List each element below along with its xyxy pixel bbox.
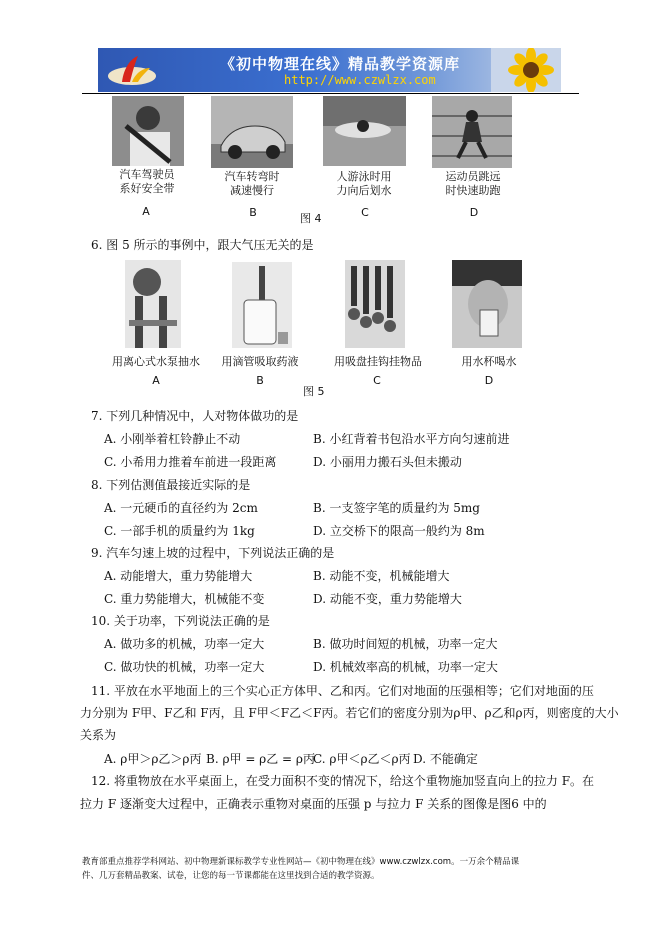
photo-car-turning xyxy=(211,96,293,168)
fig5-letter-d: D xyxy=(484,374,494,387)
question-12-line2: 拉力 F 逐渐变大过程中，正确表示重物对桌面的压强 p 与拉力 F 关系的图像是图6 中的 xyxy=(80,797,547,811)
fig5-letter-c: C xyxy=(373,374,381,387)
fig4-letter-d: D xyxy=(469,206,479,219)
q9-option-a: A. 动能增大，重力势能增大 xyxy=(104,569,253,583)
fig5-caption-b: 用滴管吸取药液 xyxy=(221,355,299,368)
question-9: 9. 汽车匀速上坡的过程中，下列说法正确的是 xyxy=(91,546,335,560)
fig4-letter-a: A xyxy=(142,205,150,218)
image-suction-hooks xyxy=(345,260,405,348)
q7-option-a: A. 小刚举着杠铃静止不动 xyxy=(104,432,241,446)
q9-option-b: B. 动能不变，机械能增大 xyxy=(313,569,450,583)
photo-long-jump xyxy=(432,96,512,168)
q9-option-d: D. 动能不变，重力势能增大 xyxy=(313,592,462,606)
q8-option-d: D. 立交桥下的限高一般约为 8m xyxy=(313,524,485,538)
q9-option-c: C. 重力势能增大，机械能不变 xyxy=(104,592,265,606)
q11-option-b: B. ρ甲 = ρ乙 = ρ丙 xyxy=(206,752,315,766)
fig4-caption-a: 汽车驾驶员 系好安全带 xyxy=(119,168,175,195)
banner-url[interactable]: http://www.czwlzx.com xyxy=(284,73,436,87)
question-11-line1: 11. 平放在水平地面上的三个实心正方体甲、乙和丙。它们对地面的压强相等；它们对地面的压 xyxy=(91,684,594,698)
fig4-caption-d: 运动员跳远 时快速助跑 xyxy=(445,170,501,197)
image-drinking-cup xyxy=(452,260,522,348)
question-11-line2: 力分别为 F甲、F乙和 F丙，且 F甲＜F乙＜F丙。若它们的密度分别为ρ甲、ρ乙和ρ丙，则密度的大小 xyxy=(80,706,619,720)
fig5-label: 图 5 xyxy=(303,385,325,398)
q7-option-b: B. 小红背着书包沿水平方向匀速前进 xyxy=(313,432,510,446)
photo-swimmer xyxy=(323,96,406,166)
header-rule xyxy=(82,93,579,94)
q11-option-c: C. ρ甲＜ρ乙＜ρ丙 xyxy=(313,752,411,766)
header-banner xyxy=(98,48,561,92)
q11-option-d: D. 不能确定 xyxy=(413,752,478,766)
fig5-letter-b: B xyxy=(256,374,264,387)
question-12-line1: 12. 将重物放在水平桌面上，在受力面积不变的情况下，给这个重物施加竖直向上的拉力 F。在 xyxy=(91,774,595,788)
q8-option-a: A. 一元硬币的直径约为 2cm xyxy=(104,501,258,515)
fig5-caption-d: 用水杯喝水 xyxy=(461,355,517,368)
fig5-letter-a: A xyxy=(152,374,160,387)
q8-option-b: B. 一支签字笔的质量约为 5mg xyxy=(313,501,480,515)
fig5-caption-c: 用吸盘挂钩挂物品 xyxy=(334,355,422,368)
fig4-caption-c: 人游泳时用 力向后划水 xyxy=(336,170,392,197)
q7-option-c: C. 小希用力推着车前进一段距离 xyxy=(104,455,277,469)
q10-option-a: A. 做功多的机械，功率一定大 xyxy=(104,637,265,651)
image-centrifugal-pump xyxy=(125,260,181,348)
question-10: 10. 关于功率，下列说法正确的是 xyxy=(91,614,270,628)
fig4-label: 图 4 xyxy=(300,212,322,225)
q7-option-d: D. 小丽用力搬石头但未搬动 xyxy=(313,455,462,469)
image-dropper xyxy=(232,262,292,348)
page-footer xyxy=(82,855,582,883)
question-11-line3: 关系为 xyxy=(80,728,117,742)
banner-title: 《初中物理在线》精品教学资源库 xyxy=(220,55,461,73)
photo-seatbelt xyxy=(112,96,184,166)
q10-option-d: D. 机械效率高的机械，功率一定大 xyxy=(313,660,498,674)
q10-option-c: C. 做功快的机械，功率一定大 xyxy=(104,660,265,674)
q11-option-a: A. ρ甲＞ρ乙＞ρ丙 xyxy=(104,752,202,766)
q10-option-b: B. 做功时间短的机械，功率一定大 xyxy=(313,637,498,651)
fig5-caption-a: 用离心式水泵抽水 xyxy=(112,355,200,368)
question-7: 7. 下列几种情况中，人对物体做功的是 xyxy=(91,409,299,423)
q8-option-c: C. 一部手机的质量约为 1kg xyxy=(104,524,255,538)
footer-line2: 件、几万套精品教案、试卷，让您的每一节课都能在这里找到合适的教学资源。 xyxy=(82,871,380,881)
sunflower-icon xyxy=(491,48,561,92)
fig4-letter-c: C xyxy=(361,206,369,219)
footer-line1: 教育部重点推荐学科网站、初中物理新课标教学专业性网站—《初中物理在线》www.czwlzx.com。一万余个精品课 xyxy=(82,857,520,867)
site-logo-icon xyxy=(106,52,162,88)
fig4-caption-b: 汽车转弯时 减速慢行 xyxy=(224,170,280,197)
question-8: 8. 下列估测值最接近实际的是 xyxy=(91,478,251,492)
fig4-letter-b: B xyxy=(249,206,257,219)
question-6: 6. 图 5 所示的事例中，跟大气压无关的是 xyxy=(91,238,314,252)
